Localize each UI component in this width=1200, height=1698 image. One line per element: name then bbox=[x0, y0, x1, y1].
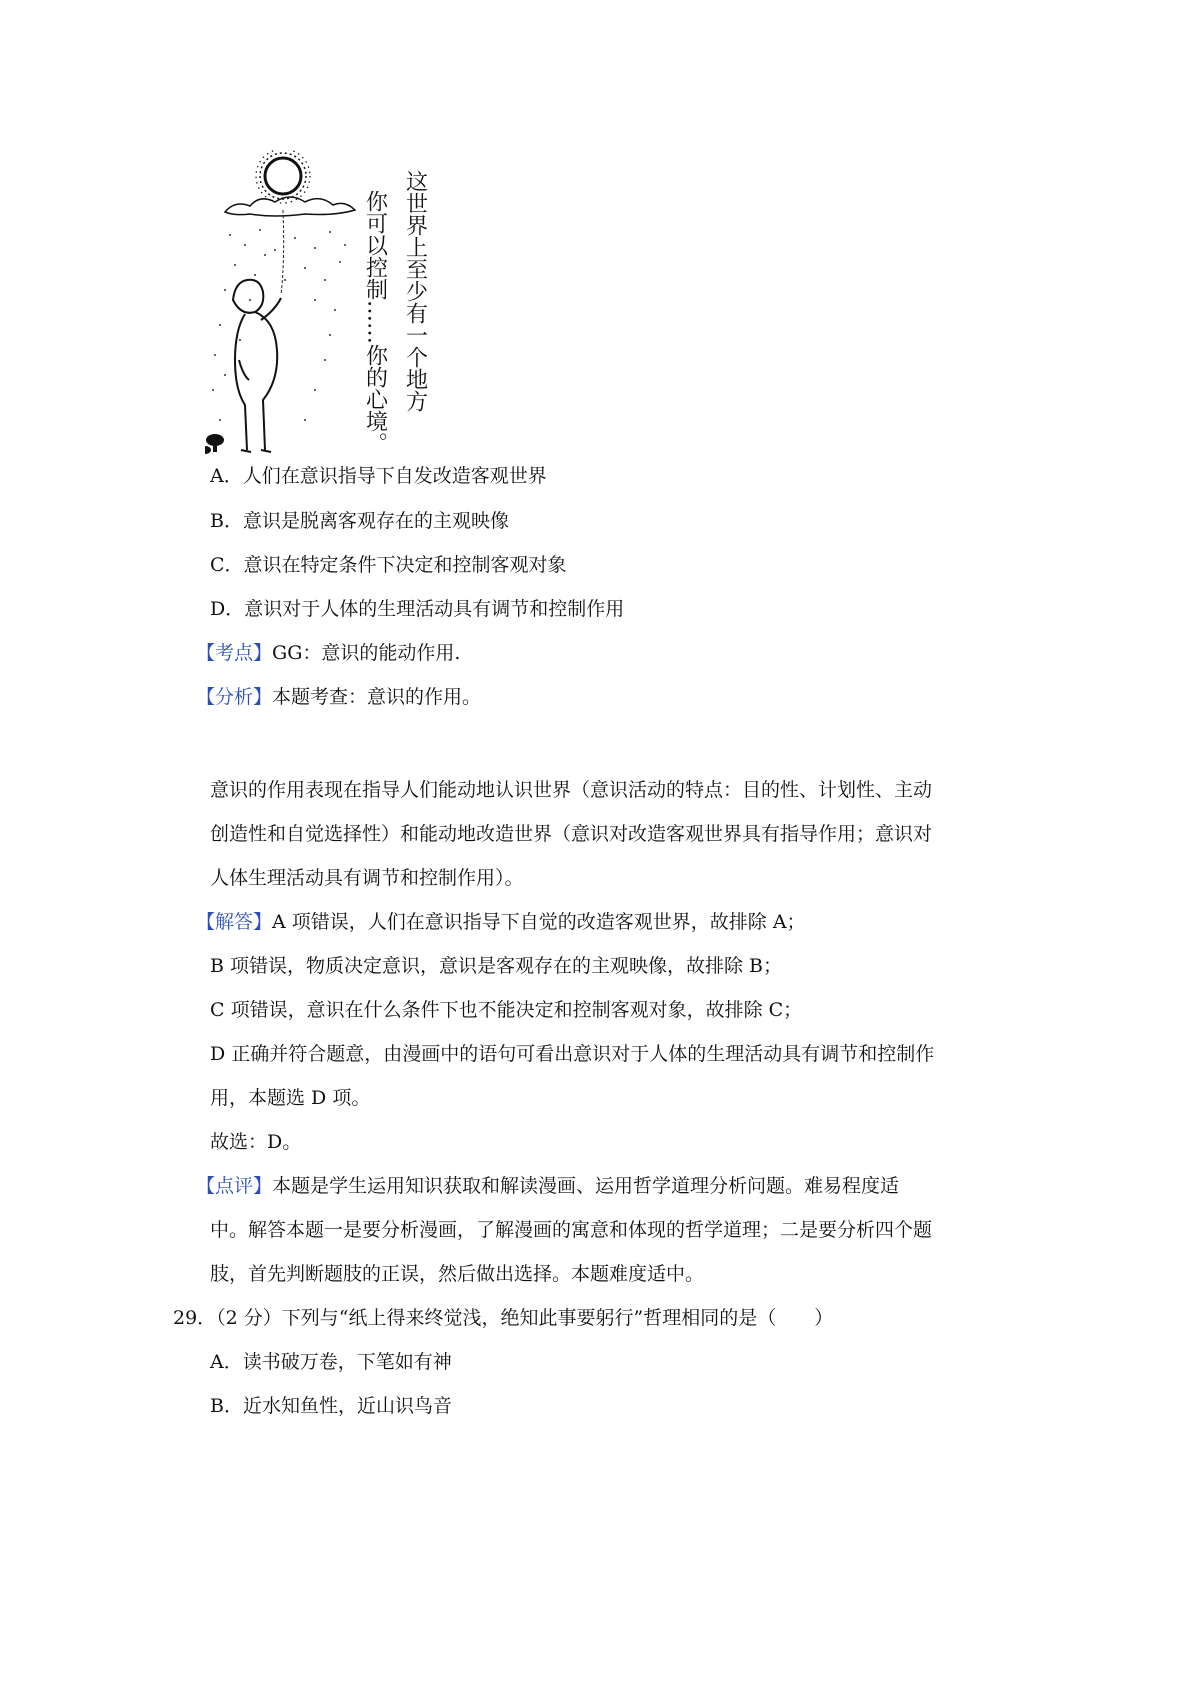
q28-option-a: A．人们在意识指导下自发改造客观世界 bbox=[210, 465, 547, 487]
q28-option-d: D．意识对于人体的生理活动具有调节和控制作用 bbox=[210, 598, 625, 620]
dianping-line bbox=[196, 1172, 899, 1200]
cartoon-caption bbox=[363, 170, 428, 454]
kaodian-text: GG：意识的能动作用. bbox=[272, 642, 461, 664]
q29-option-b: B．近水知鱼性，近山识鸟音 bbox=[210, 1395, 452, 1417]
q28-option-c: C．意识在特定条件下决定和控制客观对象 bbox=[210, 554, 567, 576]
sun-icon bbox=[256, 150, 310, 203]
jieda-first: A 项错误，人们在意识指导下自觉的改造客观世界，故排除 A； bbox=[272, 911, 806, 933]
dianping-first: 本题是学生运用知识获取和解读漫画、运用哲学道理分析问题。难易程度适 bbox=[272, 1175, 900, 1197]
cartoon-caption-line-2: 你可以控制……你的心境。 bbox=[362, 190, 388, 454]
jieda-line-b: B 项错误，物质决定意识，意识是客观存在的主观映像，故排除 B； bbox=[210, 955, 783, 977]
cloud-icon bbox=[225, 197, 355, 216]
dianping-line-3: 肢，首先判断题肢的正误，然后做出选择。本题难度适中。 bbox=[210, 1263, 705, 1285]
kaodian-tag: 【考点】 bbox=[196, 642, 273, 664]
dianping-line-2: 中。解答本题一是要分析漫画，了解漫画的寓意和体现的哲学道理；二是要分析四个题 bbox=[210, 1219, 933, 1241]
q28-option-b: B．意识是脱离客观存在的主观映像 bbox=[210, 510, 509, 532]
q29-option-a: A．读书破万卷，下笔如有神 bbox=[210, 1351, 452, 1373]
jieda-tag: 【解答】 bbox=[196, 911, 273, 933]
rain-dots bbox=[212, 229, 346, 421]
q29-stem: 29．（2 分）下列与“纸上得来终觉浅，绝知此事要躬行”哲理相同的是（ ） bbox=[173, 1307, 834, 1329]
person-figure bbox=[233, 280, 281, 452]
fenxi-body-line-1: 意识的作用表现在指导人们能动地认识世界（意识活动的特点：目的性、计划性、主动 bbox=[210, 779, 933, 801]
cartoon-illustration bbox=[205, 150, 475, 485]
fenxi-body-line-2: 创造性和自觉选择性）和能动地改造世界（意识对改造客观世界具有指导作用；意识对 bbox=[210, 823, 933, 845]
fenxi-text: 本题考查：意识的作用。 bbox=[272, 686, 482, 708]
jieda-line-c: C 项错误，意识在什么条件下也不能决定和控制客观对象，故排除 C； bbox=[210, 999, 803, 1021]
fenxi-tag: 【分析】 bbox=[196, 686, 273, 708]
dianping-tag: 【点评】 bbox=[196, 1175, 273, 1197]
jieda-answer: 故选：D。 bbox=[210, 1131, 302, 1153]
jieda-line-d-cont: 用，本题选 D 项。 bbox=[210, 1087, 371, 1109]
mushroom-icon bbox=[205, 434, 224, 454]
cartoon-drawing bbox=[205, 150, 475, 485]
fenxi-line bbox=[196, 683, 481, 711]
cartoon-caption-line-1: 这世界上至少有一个地方 bbox=[402, 170, 428, 412]
jieda-line-d: D 正确并符合题意，由漫画中的语句可看出意识对于人体的生理活动具有调节和控制作 bbox=[210, 1043, 935, 1065]
jieda-line bbox=[196, 908, 806, 936]
kaodian-line bbox=[196, 639, 460, 667]
fenxi-body-line-3: 人体生理活动具有调节和控制作用）。 bbox=[210, 867, 524, 889]
